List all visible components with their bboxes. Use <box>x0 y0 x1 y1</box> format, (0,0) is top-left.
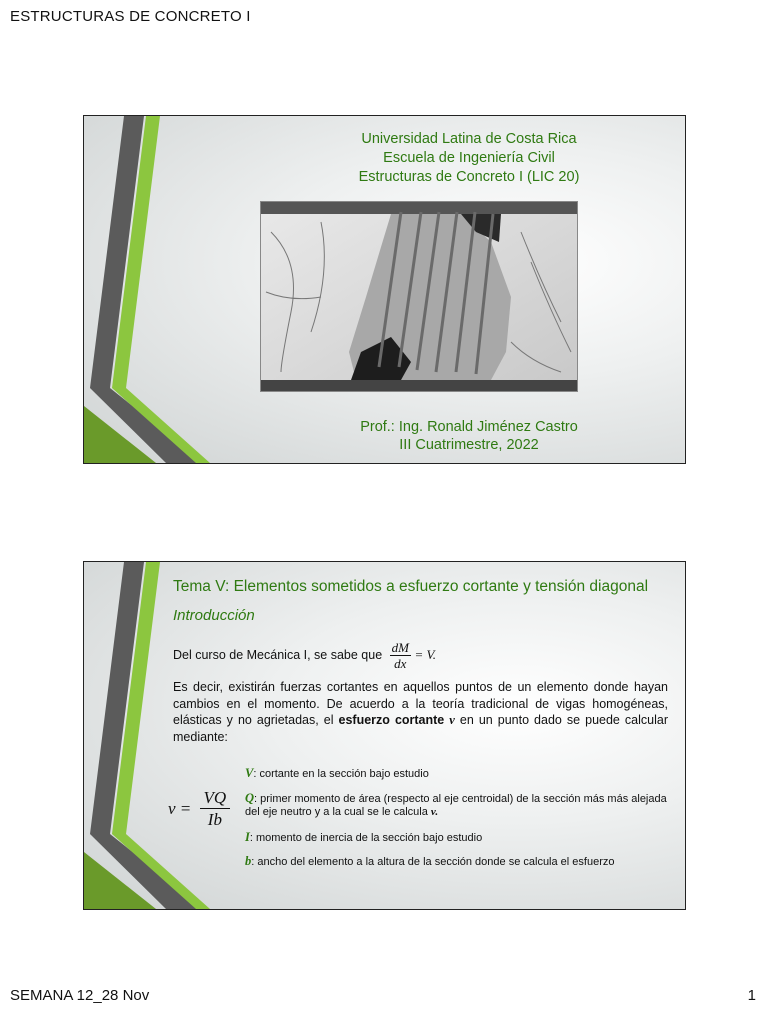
formula-fraction <box>200 787 231 830</box>
intro-text: Del curso de Mecánica I, se sabe que <box>173 647 383 662</box>
definition-item <box>245 855 675 869</box>
definition-variable: v. <box>430 806 439 818</box>
paragraph-text: Es decir, existirán fuerzas cortantes en aquellos puntos de un elemento donde hayan cambios en el momento. De acuerdo a la teoría tradicional de vigas homogéneas, elásticas y no agrietadas, el <box>173 680 668 727</box>
page-number: 1 <box>747 987 756 1004</box>
definition-text: : ancho del elemento a la altura de la sección donde se calcula el esfuerzo <box>251 856 615 868</box>
definition-item <box>245 792 675 819</box>
definition-symbol: V <box>245 766 254 780</box>
slide-title-block <box>254 130 684 187</box>
slide-subheading: Introducción <box>173 607 255 624</box>
definition-text: : momento de inercia de la sección bajo estudio <box>249 832 483 844</box>
professor-name: Prof.: Ing. Ronald Jiménez Castro <box>360 419 578 435</box>
university-name: Universidad Latina de Costa Rica <box>361 131 577 147</box>
formula-lhs: v = <box>168 798 192 818</box>
paragraph-tail: en un punto dado se puede calcular mediante: <box>173 713 668 744</box>
formula-denominator: Ib <box>207 810 222 829</box>
body-paragraph <box>173 679 668 745</box>
definition-item <box>245 767 675 781</box>
term: III Cuatrimestre, 2022 <box>399 437 539 453</box>
definition-symbol: Q <box>245 791 255 805</box>
formula-numerator: VQ <box>200 787 231 809</box>
cracked-concrete-photo <box>260 201 578 392</box>
intro-line <box>173 640 436 671</box>
definition-text: : primer momento de área (respecto al eje centroidal) de la sección más más alejada del eje neutro y a la cual se le calcula <box>245 793 667 818</box>
definition-text: : cortante en la sección bajo estudio <box>253 768 429 780</box>
fraction-numerator: dM <box>391 640 409 655</box>
page-footer-week: SEMANA 12_28 Nov <box>10 987 150 1004</box>
school-name: Escuela de Ingeniería Civil <box>383 150 555 166</box>
slide-title <box>83 115 686 464</box>
fraction-denominator: dx <box>394 656 407 671</box>
derivative-fraction <box>390 640 411 671</box>
slide-introduction <box>83 561 686 910</box>
paragraph-variable: v <box>449 713 455 727</box>
shear-stress-formula <box>168 787 230 830</box>
slide-author-block <box>254 418 684 454</box>
equation-rest: = V. <box>414 646 437 662</box>
definition-item <box>245 831 675 845</box>
slide-heading: Tema V: Elementos sometidos a esfuerzo cortante y tensión diagonal <box>173 578 649 595</box>
page-header: ESTRUCTURAS DE CONCRETO I <box>10 8 251 25</box>
paragraph-bold: esfuerzo cortante <box>338 713 445 727</box>
course-name: Estructuras de Concreto I (LIC 20) <box>358 169 580 185</box>
definition-symbol: I <box>245 830 250 844</box>
definition-symbol: b <box>245 854 252 868</box>
